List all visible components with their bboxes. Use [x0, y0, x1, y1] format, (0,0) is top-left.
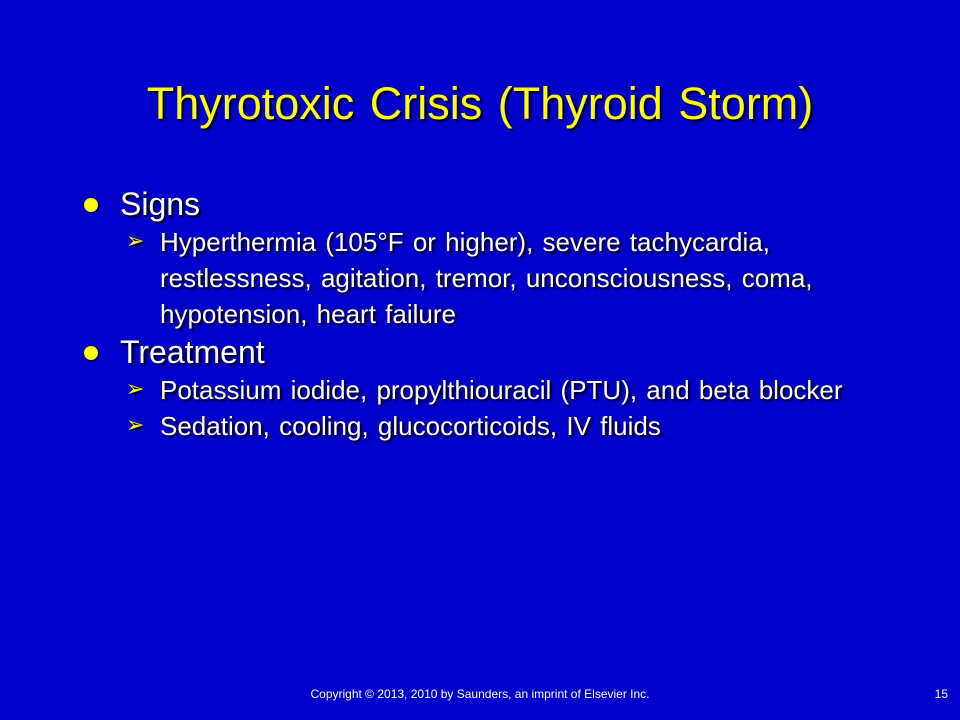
slide-body — [80, 184, 880, 444]
sub-bullet-treatment-2 — [120, 408, 880, 444]
sub-bullet-treatment-2-text: Sedation, cooling, glucocorticoids, IV fluids — [160, 411, 661, 441]
slide-title: Thyrotoxic Crisis (Thyroid Storm) — [146, 78, 814, 129]
bullet-signs — [80, 184, 880, 224]
page-number: 15 — [934, 687, 948, 701]
arrow-bullet-icon: ➢ — [126, 413, 145, 438]
bullet-signs-label: Signs — [120, 186, 201, 222]
bullet-treatment — [80, 332, 880, 372]
round-bullet-icon — [84, 198, 98, 212]
arrow-bullet-icon: ➢ — [126, 229, 145, 254]
sub-bullet-treatment-1-text: Potassium iodide, propylthiouracil (PTU), and beta blocker — [160, 375, 843, 405]
sub-bullet-treatment-1 — [120, 372, 880, 408]
bullet-treatment-label: Treatment — [120, 334, 265, 370]
sub-bullet-signs-1 — [120, 224, 880, 332]
sub-bullet-signs-1-text: Hyperthermia (105°F or higher), severe tachycardia, restlessness, agitation, tremor, unconsciousness, coma, hypotension, heart failure — [160, 227, 813, 329]
arrow-bullet-icon: ➢ — [126, 377, 145, 402]
copyright-footer: Copyright © 2013, 2010 by Saunders, an imprint of Elsevier Inc. — [310, 687, 650, 701]
round-bullet-icon — [84, 346, 98, 360]
